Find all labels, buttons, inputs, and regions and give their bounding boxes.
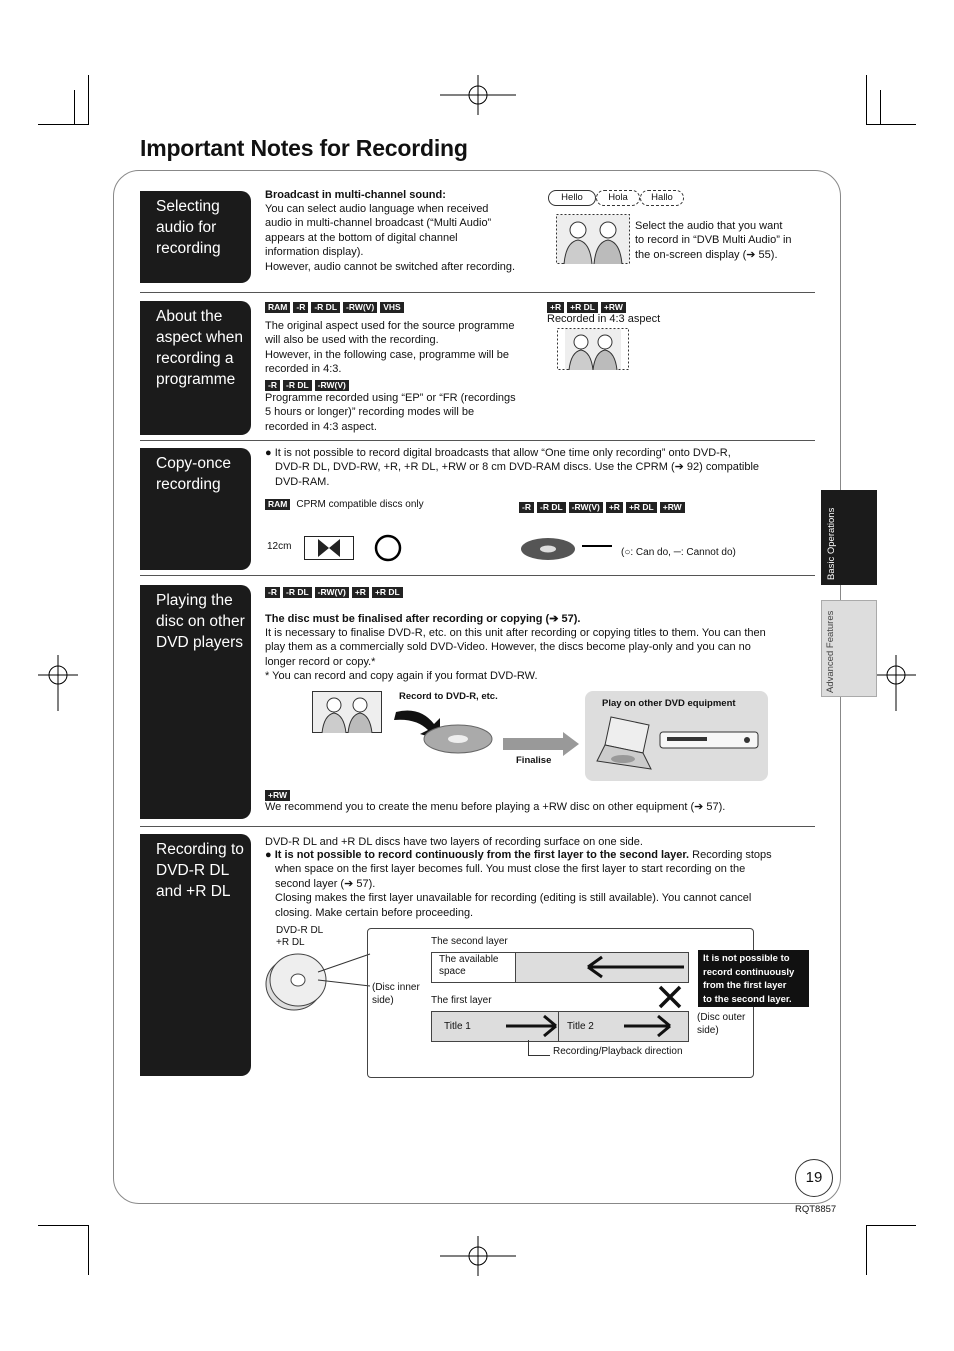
section-label-dual-layer: Recording to DVD-R DL and +R DL — [140, 834, 251, 1076]
finalise-label: Finalise — [516, 755, 552, 766]
dual-layer-disc-icon — [262, 944, 372, 1014]
finalise-arrow-icon — [503, 732, 579, 756]
play-label: Play on other DVD equipment — [602, 698, 736, 709]
sec4-body2: We recommend you to create the menu before playing a +RW disc on other equipment (➔ 57). — [265, 801, 726, 813]
speech-bubble: Hello — [548, 190, 596, 206]
sec5-body: ● It is not possible to record continuously from the first layer to the second layer. Recording stops when space on the first layer becomes full. You must close the first layer to start recording on the second layer (➔ 57). Closing makes the first layer unavailable for recording (editing is still available). You cannot cancel closing. Make certain before proceeding. — [265, 849, 772, 919]
crop-mark — [88, 75, 89, 125]
crop-mark — [38, 1225, 88, 1226]
crop-mark — [74, 90, 75, 125]
disc-tags: RAM -R -R DL -RW(V) VHS — [265, 300, 407, 314]
crop-mark — [866, 1225, 867, 1275]
disc-tags: +RW — [265, 788, 293, 802]
crop-mark — [866, 124, 916, 125]
disc-tags: -R -R DL -RW(V) +R +R DL — [265, 585, 406, 599]
sec5-intro: DVD-R DL and +R DL discs have two layers of recording surface on one side. — [265, 836, 643, 848]
registration-mark — [440, 75, 516, 115]
can-do-circle-icon — [373, 533, 403, 563]
sec1-body: You can select audio language when received audio in multi-channel broadcast (“Multi Audio” appears at the bottom of digital channel information display). However, audio cannot be switched after recording. — [265, 203, 516, 273]
sec4-footnote: * You can record and copy again if you format DVD-RW. — [265, 670, 538, 682]
record-label: Record to DVD-R, etc. — [399, 691, 498, 702]
tab-advanced-label: Advanced Features — [825, 610, 836, 693]
sec1-note: Select the audio that you want to record in “DVB Multi Audio” in the on-screen display (➔ 55). — [635, 220, 792, 261]
arrow-right-icon — [506, 1014, 560, 1038]
tab-basic-label: Basic Operations — [826, 507, 837, 580]
dvd-recorder-icon — [659, 729, 759, 751]
speech-bubble: Hola — [596, 190, 640, 206]
play-other-equipment-panel — [585, 691, 768, 781]
page-title: Important Notes for Recording — [140, 135, 468, 161]
section-label-copy-once: Copy-once recording — [140, 448, 251, 570]
disc-tags: RAM CPRM compatible discs only — [265, 498, 430, 512]
crop-mark — [38, 124, 88, 125]
disc-tags: -R -R DL -RW(V) +R +R DL +RW — [519, 500, 688, 514]
registration-mark — [876, 655, 916, 711]
sec4-heading: The disc must be finalised after recording or copying (➔ 57). — [265, 613, 581, 625]
section-label-playing: Playing the disc on other DVD players — [140, 585, 251, 819]
section-label-audio: Selecting audio for recording — [140, 191, 251, 283]
available-space-label: The available space — [439, 954, 499, 977]
crop-mark — [88, 1225, 89, 1275]
registration-mark — [440, 1236, 516, 1276]
sec4-body: It is necessary to finalise DVD-R, etc. on this unit after recording or copying titles to them. You can then play them as a commercially sold DVD-Video. However, the discs become play-only and you can no longer record or copy.* — [265, 627, 766, 668]
arrow-right-icon — [624, 1014, 674, 1038]
direction-leader — [528, 1040, 529, 1055]
disc-size-label: 12cm — [267, 541, 292, 552]
document-code: RQT8857 — [795, 1204, 837, 1215]
record-arrow-disc-icon — [392, 704, 494, 754]
second-layer-label: The second layer — [431, 936, 508, 947]
portable-dvd-player-icon — [593, 715, 655, 771]
direction-leader — [528, 1055, 550, 1056]
direction-label: Recording/Playback direction — [553, 1046, 683, 1057]
title1-label: Title 1 — [444, 1021, 471, 1032]
tv-people-illustration — [556, 214, 630, 264]
sec2-note: Recorded in 4:3 aspect — [547, 313, 661, 325]
sec2-body1: The original aspect used for the source programme will also be used with the recording. However, in the following case, programme will be recorded in 4:3. — [265, 320, 515, 376]
disc-tags: -R -R DL -RW(V) — [265, 378, 352, 392]
registration-mark — [38, 655, 78, 711]
section-divider — [140, 575, 815, 576]
disc-type-label: DVD-R DL +R DL — [276, 925, 324, 948]
sec2-body2: Programme recorded using “EP” or “FR (recordings 5 hours or longer)” recording modes will be recorded in 4:3 aspect. — [265, 392, 516, 433]
tv-aspect-illustration — [557, 328, 629, 370]
arrow-left-icon — [586, 955, 686, 979]
crop-mark — [866, 1225, 916, 1226]
speech-bubble: Hallo — [640, 190, 684, 206]
section-label-aspect: About the aspect when recording a programme — [140, 301, 251, 435]
first-layer-label: The first layer — [431, 995, 492, 1006]
disc-inner-label: (Disc inner side) — [372, 982, 420, 1006]
tv-people-illustration — [312, 691, 382, 733]
tab-basic-operations[interactable] — [821, 490, 877, 585]
sec3-body: ● It is not possible to record digital broadcasts that allow “One time only recording” onto DVD-R, DVD-R DL, DVD-RW, +R, +R DL, +RW or 8 cm DVD-RAM discs. Use the CPRM (➔ 92) compatible DVD-RAM. — [265, 447, 760, 488]
crop-mark — [866, 75, 867, 125]
crop-mark — [880, 90, 881, 125]
ram-cartridge-icon — [304, 536, 354, 560]
page-number: 19 — [795, 1159, 833, 1197]
title2-label: Title 2 — [567, 1021, 594, 1032]
disc-icon — [520, 537, 576, 561]
legend-text: (○: Can do, ─: Cannot do) — [621, 547, 736, 558]
cannot-do-dash-icon — [582, 545, 612, 547]
section-divider — [140, 440, 815, 441]
tab-advanced-features[interactable] — [821, 600, 877, 697]
sec1-heading: Broadcast in multi-channel sound: — [265, 189, 446, 201]
cross-icon — [657, 984, 683, 1010]
disc-outer-label: (Disc outer side) — [697, 1012, 746, 1036]
disc-tags: +R +R DL +RW — [547, 300, 629, 314]
section-divider — [140, 826, 815, 827]
section-divider — [140, 292, 815, 293]
warning-callout: It is not possible to record continuously from the first layer to the second layer. — [698, 950, 809, 1007]
